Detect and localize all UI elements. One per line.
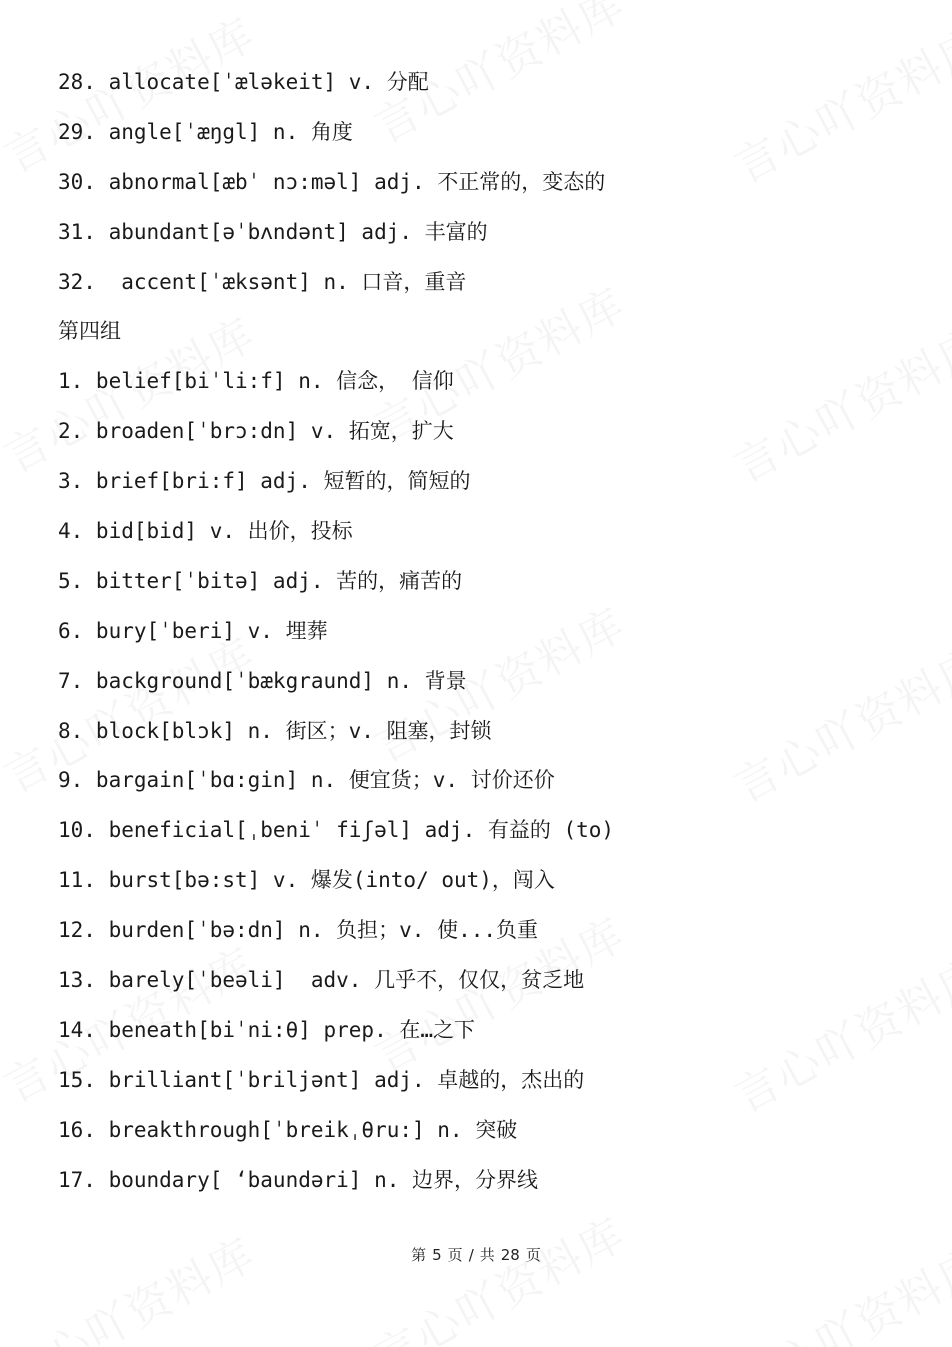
vocab-entry: 32. accent[ˈæksənt] n. 口音，重音 (58, 269, 467, 294)
vocab-entry: 7. background[ˈbækgraund] n. 背景 (58, 668, 467, 693)
vocabulary-list (58, 60, 918, 1207)
vocab-entry: 4. bid[bid] v. 出价，投标 (58, 519, 353, 544)
vocab-entry: 28. allocate[ˈæləkeit] v. 分配 (58, 70, 429, 94)
section-heading: 第四组 (58, 319, 121, 344)
total-pages: 28 (500, 1246, 520, 1264)
vocab-entry: 13. barely[ˈbeəli] adv. 几乎不，仅仅，贫乏地 (58, 968, 585, 993)
vocab-entry: 16. breakthrough[ˈbreikˌθru:] n. 突破 (58, 1117, 518, 1142)
page-separator: / (468, 1246, 474, 1264)
watermark (0, 1219, 265, 1347)
vocab-entry: 2. broaden[ˈbrɔ:dn] v. 拓宽，扩大 (58, 419, 454, 444)
vocab-entry: 12. burden[ˈbə:dn] n. 负担；v. 使...负重 (58, 918, 539, 943)
page-footer (0, 1244, 952, 1265)
vocab-entry: 6. bury[ˈberi] v. 埋葬 (58, 618, 328, 643)
vocab-entry: 31. abundant[əˈbʌndənt] adj. 丰富的 (58, 219, 488, 244)
vocab-entry: 9. bargain[ˈbɑ:gin] n. 便宜货；v. 讨价还价 (58, 768, 555, 793)
total-unit: 页 (525, 1246, 541, 1264)
vocab-entry: 29. angle[ˈæŋgl] n. 角度 (58, 119, 353, 144)
vocab-entry: 17. boundary[ ‘baundəri] n. 边界，分界线 (58, 1167, 539, 1192)
vocab-entry: 11. burst[bə:st] v. 爆发(into/ out)，闯入 (58, 868, 555, 893)
total-prefix: 共 (479, 1246, 495, 1264)
page-prefix: 第 (411, 1246, 427, 1264)
page-number: 5 (432, 1246, 442, 1264)
watermark (361, 1199, 635, 1347)
page-unit: 页 (447, 1246, 463, 1264)
vocab-entry: 1. belief[biˈli:f] n. 信念， 信仰 (58, 369, 454, 394)
vocab-entry: 30. abnormal[æbˈ nɔ:məl] adj. 不正常的，变态的 (58, 169, 606, 194)
vocab-entry: 3. brief[bri:f] adj. 短暂的，简短的 (58, 469, 471, 494)
vocab-entry: 15. brilliant[ˈbriljənt] adj. 卓越的，杰出的 (58, 1067, 585, 1092)
vocab-entry: 5. bitter[ˈbitə] adj. 苦的，痛苦的 (58, 568, 463, 593)
vocab-entry: 14. beneath[biˈni:θ] prep. 在…之下 (58, 1017, 476, 1042)
vocab-entry: 8. block[blɔk] n. 街区；v. 阻塞，封锁 (58, 718, 492, 743)
vocab-entry: 10. beneficial[ˌbeniˈ fiʃəl] adj. 有益的 (to) (58, 818, 615, 843)
